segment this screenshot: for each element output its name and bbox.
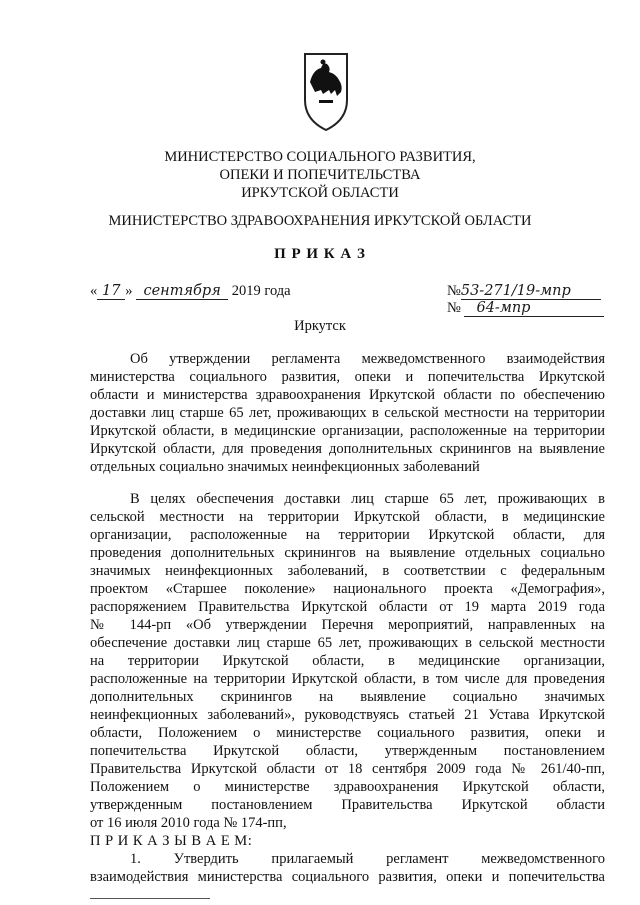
date-line <box>90 283 291 300</box>
body-line-19: от 16 июля 2010 года № 174-пп, <box>90 815 287 831</box>
subject-line-3: области и министерства здравоохранения Иркутской области по обеспечению <box>90 387 605 403</box>
subject-line-2: министерства социального развития, опеки и попечительства Иркутской <box>90 369 605 385</box>
ministry-social-line-3: ИРКУТСКОЙ ОБЛАСТИ <box>241 185 399 201</box>
date-month: сентября <box>136 283 228 300</box>
body-line-1: В целях обеспечения доставки лиц старше 65 лет, проживающих в <box>130 491 605 507</box>
body-line-15: попечительства Иркутской области, утвержденным постановлением <box>90 743 605 759</box>
order-number-2-value: 64-мпр <box>464 300 604 317</box>
number-sign: № <box>447 283 461 299</box>
subject-line-5: Иркутской области, в медицинские организации, расположенные на территории <box>90 423 605 439</box>
body-line-10: на территории Иркутской области, в медицинские организации, <box>90 653 605 669</box>
footer-rule <box>90 898 210 899</box>
body-line-2: сельской местности на территории Иркутской области, в медицинские <box>90 509 605 525</box>
item-1-line-2: взаимодействия министерства социального развития, опеки и попечительства <box>90 869 605 885</box>
subject-line-7: отдельных социально значимых неинфекционных заболеваний <box>90 459 480 475</box>
body-line-7: распоряжением Правительства Иркутской области от 19 марта 2019 года <box>90 599 605 615</box>
date-quote-close: » <box>125 283 133 299</box>
ministry-health: МИНИСТЕРСТВО ЗДРАВООХРАНЕНИЯ ИРКУТСКОЙ ОБЛАСТИ <box>108 213 532 229</box>
subject-line-1: Об утверждении регламента межведомственного взаимодействия <box>130 351 605 367</box>
body-line-4: проведения дополнительных скринингов на выявление отдельных социально <box>90 545 605 561</box>
body-line-9: обеспечение доставки лиц старше 65 лет, проживающих в сельской местности <box>90 635 605 651</box>
order-number-1 <box>447 283 601 300</box>
order-number-1-value: 53-271/19-мпр <box>461 283 601 300</box>
body-line-16: Правительства Иркутской области от 18 сентября 2009 года № 261/40-пп, <box>90 761 605 777</box>
subject-line-4: доставки лиц старше 65 лет, проживающих в сельской местности на территории <box>90 405 605 421</box>
coat-of-arms <box>301 50 351 132</box>
number-sign: № <box>447 300 461 316</box>
item-1-line-1: 1. Утвердить прилагаемый регламент межведомственного <box>130 851 605 867</box>
body-line-3: организации, расположенные на территории Иркутской области, для <box>90 527 605 543</box>
date-quote-open: « <box>90 283 98 299</box>
body-line-13: неинфекционных заболеваний», руководствуясь статьей 21 Устава Иркутской <box>90 707 605 723</box>
body-line-5: значимых неинфекционных заболеваний, в соответствии с федеральным <box>90 563 605 579</box>
ministry-social-line-1: МИНИСТЕРСТВО СОЦИАЛЬНОГО РАЗВИТИЯ, <box>164 149 476 165</box>
subject-line-6: Иркутской области, для проведения дополнительных скринингов на выявление <box>90 441 605 457</box>
body-line-18: утвержденным постановлением Правительства Иркутской области <box>90 797 605 813</box>
order-word: П Р И К А З Ы В А Е М: <box>90 833 253 849</box>
doc-type-title: П Р И К А З <box>274 246 366 262</box>
body-line-8: № 144-рп «Об утверждении Перечня мероприятий, направленных на <box>90 617 605 633</box>
body-line-14: области, Положением о министерстве социального развития, опеки и <box>90 725 605 741</box>
body-line-11: расположенные на территории Иркутской области, в том числе для проведения <box>90 671 605 687</box>
city: Иркутск <box>294 318 346 334</box>
order-number-2 <box>447 300 604 317</box>
date-year: 2019 года <box>231 283 291 299</box>
date-day: 17 <box>97 283 125 300</box>
body-line-6: проектом «Старшее поколение» национального проекта «Демография», <box>90 581 605 597</box>
ministry-social-line-2: ОПЕКИ И ПОПЕЧИТЕЛЬСТВА <box>219 167 421 183</box>
body-line-12: дополнительных скринингов на выявление социально значимых <box>90 689 605 705</box>
body-line-17: Положением о министерстве здравоохранения Иркутской области, <box>90 779 605 795</box>
